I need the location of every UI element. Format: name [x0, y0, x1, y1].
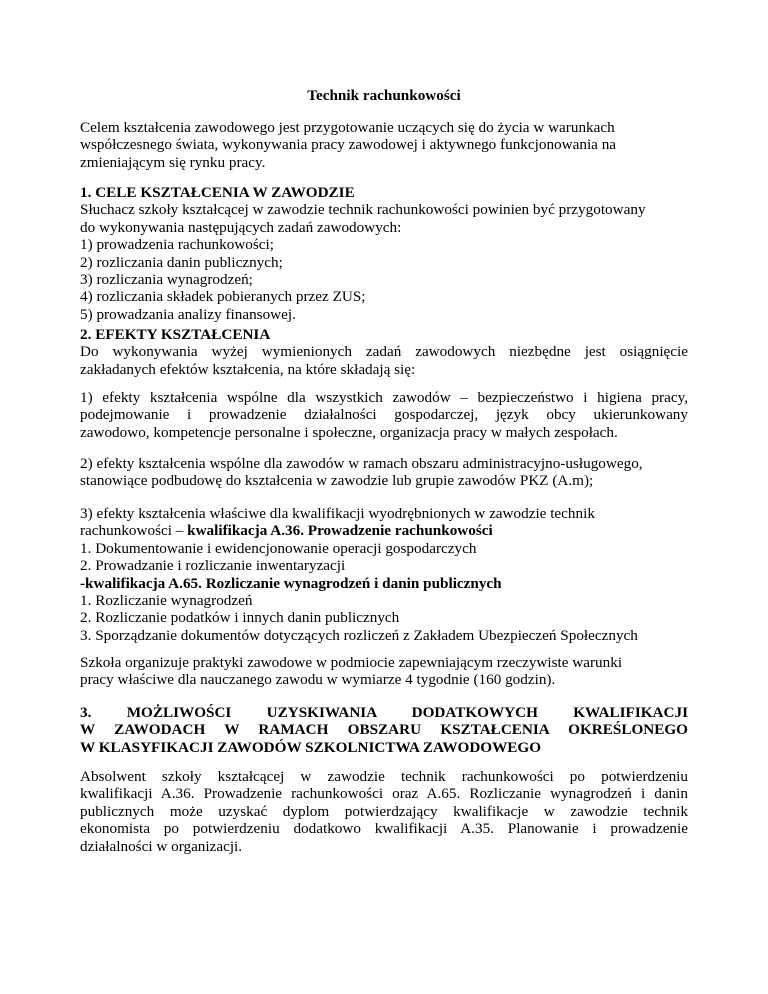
task-item: 2) rozliczania danin publicznych;	[80, 253, 283, 271]
section-1-heading: 1. CELE KSZTAŁCENIA W ZAWODZIE	[80, 184, 355, 201]
document-title: Technik rachunkowości	[307, 87, 461, 104]
section-3-heading-line: 3. MOŻLIWOŚCI UZYSKIWANIA DODATKOWYCH KWALIFIKACJI	[80, 704, 688, 721]
section-1-line: do wykonywania następujących zadań zawodowych:	[80, 218, 402, 236]
effects-line: stanowiące podbudowę do kształcenia w zawodzie lub grupie zawodów PKZ (A.m);	[80, 472, 594, 490]
section-1-line: Słuchacz szkoły kształcącej w zawodzie technik rachunkowości powinien być przygotowany	[80, 201, 646, 219]
section-2	[80, 326, 688, 378]
qualification-item: 2. Prowadzanie i rozliczanie inwentaryzacji	[80, 557, 346, 575]
section-2-intro	[80, 343, 688, 378]
effects-line: zawodowo, kompetencje personalne i społeczne, organizacja pracy w małych zespołach.	[80, 423, 618, 441]
task-item: 5) prowadzania analizy finansowej.	[80, 305, 296, 323]
section-3-line: publicznych może uzyskać dyplom potwierdzający kwalifikacje w zawodzie technik	[80, 802, 688, 820]
effects-paragraph-1	[80, 389, 688, 441]
qualification-item: 2. Rozliczanie podatków i innych danin publicznych	[80, 609, 400, 627]
section-3-heading	[80, 704, 688, 756]
section-2-heading: 2. EFEKTY KSZTAŁCENIA	[80, 326, 271, 343]
qualification-a36-heading: kwalifikacja A.36. Prowadzenie rachunkowości	[187, 522, 493, 540]
task-item: 4) rozliczania składek pobieranych przez ZUS;	[80, 288, 366, 306]
qualification-a65-heading: -kwalifikacja A.65. Rozliczanie wynagrodzeń i danin publicznych	[80, 574, 502, 592]
practice-paragraph	[80, 654, 688, 689]
effects-paragraph-3	[80, 505, 688, 644]
section-3-line: Absolwent szkoły kształcącej w zawodzie technik rachunkowości po potwierdzeniu	[80, 768, 688, 785]
qualification-item: 3. Sporządzanie dokumentów dotyczących rozliczeń z Zakładem Ubezpieczeń Społecznych	[80, 626, 638, 644]
section-2-line: Do wykonywania wyżej wymienionych zadań zawodowych niezbędne jest osiągnięcie	[80, 343, 688, 361]
intro-line: współczesnego świata, wykonywania pracy zawodowej i aktywnego funkcjonowania na	[80, 136, 617, 154]
qualification-a36-line	[80, 522, 688, 539]
section-1	[80, 184, 688, 323]
section-3-line: działalności w organizacji.	[80, 837, 243, 855]
section-3-heading-line: W KLASYFIKACJI ZAWODÓW SZKOLNICTWA ZAWODOWEGO	[80, 738, 542, 756]
section-3-heading-line: W ZAWODACH W RAMACH OBSZARU KSZTAŁCENIA OKREŚLONEGO	[80, 721, 688, 739]
section-3-line: ekonomista po potwierdzeniu dodatkowo kwalifikacji A.35. Planowanie i prowadzenie	[80, 820, 688, 838]
effects-line: podejmowanie i prowadzenie działalności gospodarczej, język obcy ukierunkowany	[80, 406, 688, 424]
effects-line: 1) efekty kształcenia wspólne dla wszystkich zawodów – bezpieczeństwo i higiena pracy,	[80, 389, 688, 406]
intro-paragraph	[80, 119, 688, 171]
practice-line: Szkoła organizuje praktyki zawodowe w podmiocie zapewniającym rzeczywiste warunki	[80, 654, 623, 671]
practice-line: pracy właściwe dla nauczanego zawodu w wymiarze 4 tygodnie (160 godzin).	[80, 671, 556, 689]
effects-line: 2) efekty kształcenia wspólne dla zawodów w ramach obszaru administracyjno-usługowego,	[80, 455, 643, 472]
intro-line: zmieniającym się rynku pracy.	[80, 153, 266, 171]
effects-paragraph-2	[80, 455, 688, 490]
section-2-line: zakładanych efektów kształcenia, na które składają się:	[80, 360, 416, 378]
task-item: 1) prowadzenia rachunkowości;	[80, 236, 274, 254]
effects-line: 3) efekty kształcenia właściwe dla kwalifikacji wyodrębnionych w zawodzie technik	[80, 505, 595, 522]
qualification-a36-prefix: rachunkowości –	[80, 522, 188, 540]
task-item: 3) rozliczania wynagrodzeń;	[80, 271, 253, 289]
qualification-item: 1. Dokumentowanie i ewidencjonowanie operacji gospodarczych	[80, 539, 477, 557]
section-3-body	[80, 768, 688, 855]
qualification-item: 1. Rozliczanie wynagrodzeń	[80, 592, 253, 610]
section-3-line: kwalifikacji A.36. Prowadzenie rachunkowości oraz A.65. Rozliczanie wynagrodzeń i danin	[80, 785, 688, 803]
intro-line: Celem kształcenia zawodowego jest przygotowanie uczących się do życia w warunkach	[80, 119, 615, 136]
